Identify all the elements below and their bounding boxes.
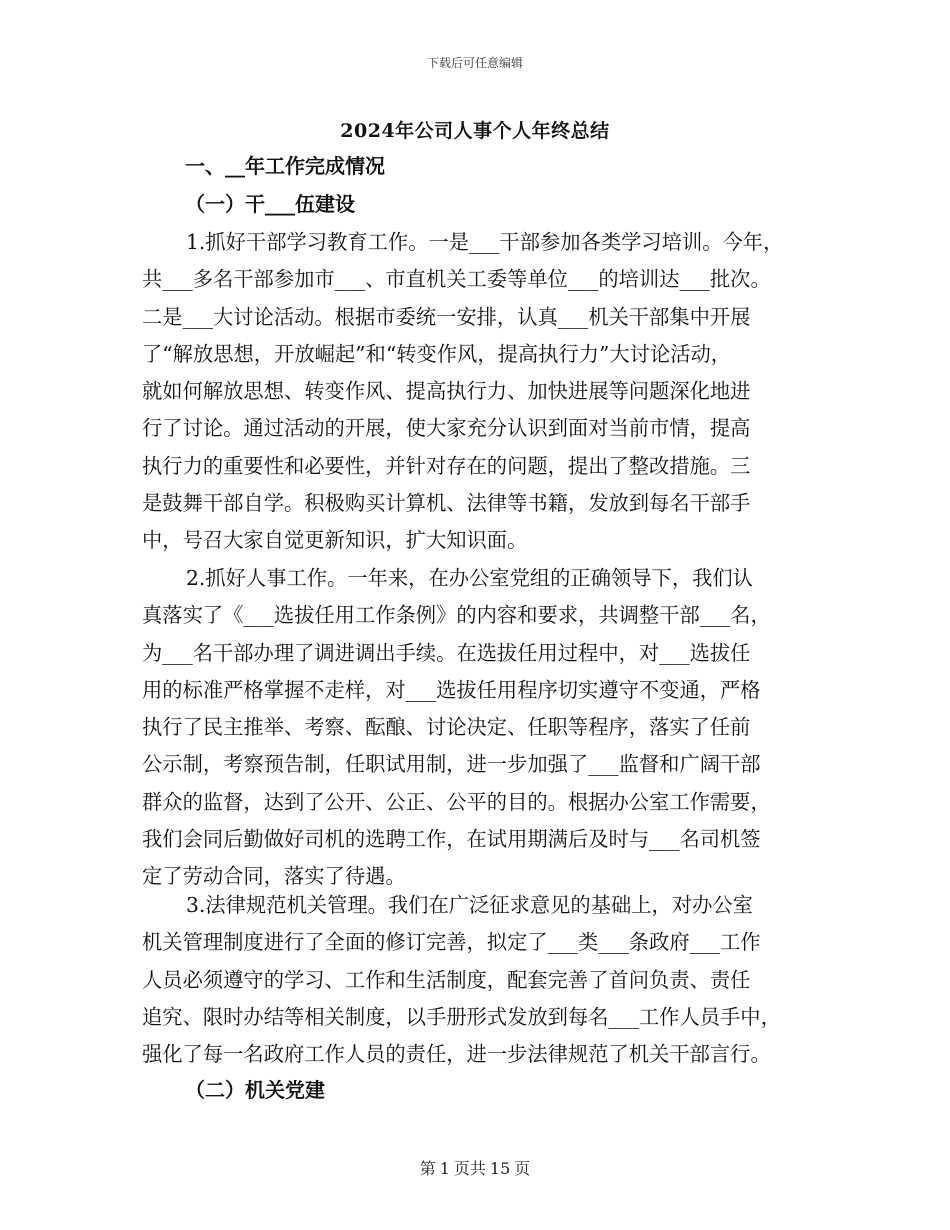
paragraph-line: 为___名干部办理了调进调出手续。在选拔任用过程中，对___选拔任 — [142, 640, 751, 665]
paragraph-2 — [142, 560, 808, 896]
paragraph-line: 追究、限时办结等相关制度，以手册形式发放到每名___工作人员手中， — [142, 1004, 781, 1029]
subsection-heading-2: （二）机关党建 — [185, 1078, 325, 1102]
footer-prefix: 第 — [419, 1159, 436, 1178]
paragraph-line: 中，号召大家自觉更新知识，扩大知识面。 — [142, 528, 528, 553]
paragraph-line: 机关管理制度进行了全面的修订完善，拟定了___类___条政府___工作 — [142, 930, 761, 955]
section-heading-1: 一、__年工作完成情况 — [185, 154, 385, 178]
paragraph-line: 强化了每一名政府工作人员的责任，进一步法律规范了机关干部言行。 — [142, 1042, 771, 1067]
paragraph-line: 行了讨论。通过活动的开展，使大家充分认识到面对当前市情，提高 — [142, 416, 751, 441]
paragraph-line: 群众的监督，达到了公开、公正、公平的目的。根据办公室工作需要， — [142, 789, 771, 814]
footer-suffix: 页 — [514, 1159, 531, 1178]
footer-total-pages: 15 — [489, 1159, 511, 1178]
footer-middle: 页共 — [453, 1159, 486, 1178]
footer-page-number: 1 — [439, 1159, 450, 1178]
paragraph-line: 人员必须遵守的学习、工作和生活制度，配套完善了首问负责、责任 — [142, 967, 751, 992]
paragraph-line: 用的标准严格掌握不走样，对___选拔任用程序切实遵守不变通，严格 — [142, 677, 761, 702]
paragraph-line: 3.法律规范机关管理。我们在广泛征求意见的基础上，对办公室 — [186, 893, 753, 917]
paragraph-line: 共___多名干部参加市___、市直机关工委等单位___的培训达___批次。 — [142, 267, 771, 292]
paragraph-line: 是鼓舞干部自学。积极购买计算机、法律等书籍，发放到每名干部手 — [142, 491, 751, 516]
paragraph-line: 二是___大讨论活动。根据市委统一安排，认真___机关干部集中开展 — [142, 304, 751, 329]
paragraph-line: 1.抓好干部学习教育工作。一是___干部参加各类学习培训。今年， — [186, 230, 784, 254]
paragraph-line: 我们会同后勤做好司机的选聘工作，在试用期满后及时与___名司机签 — [142, 827, 761, 852]
paragraph-line: 就如何解放思想、转变作风、提高执行力、加快进展等问题深化地进 — [142, 379, 751, 404]
header-note: 下载后可任意编辑 — [426, 56, 523, 70]
paragraph-line: 公示制，考察预告制，任职试用制，进一步加强了___监督和广阔干部 — [142, 752, 761, 777]
page-footer — [0, 1156, 950, 1179]
paragraph-line: 2.抓好人事工作。一年来，在办公室党组的正确领导下，我们认 — [186, 566, 753, 590]
paragraph-1 — [142, 224, 808, 560]
paragraph-line: 执行力的重要性和必要性，并针对存在的问题，提出了整改措施。三 — [142, 453, 751, 478]
paragraph-line: 定了劳动合同，落实了待遇。 — [142, 864, 406, 889]
paragraph-line: 执行了民主推举、考察、酝酿、讨论决定、任职等程序，落实了任前 — [142, 715, 751, 740]
paragraph-line: 了“解放思想，开放崛起”和“转变作风，提高执行力”大讨论活动， — [142, 341, 732, 366]
subsection-heading-1: （一）干___伍建设 — [185, 192, 355, 216]
paragraph-3 — [142, 887, 808, 1073]
paragraph-line: 真落实了《___选拔任用工作条例》的内容和要求，共调整干部___名， — [142, 603, 771, 628]
document-title: 2024年公司人事个人年终总结 — [340, 120, 610, 142]
